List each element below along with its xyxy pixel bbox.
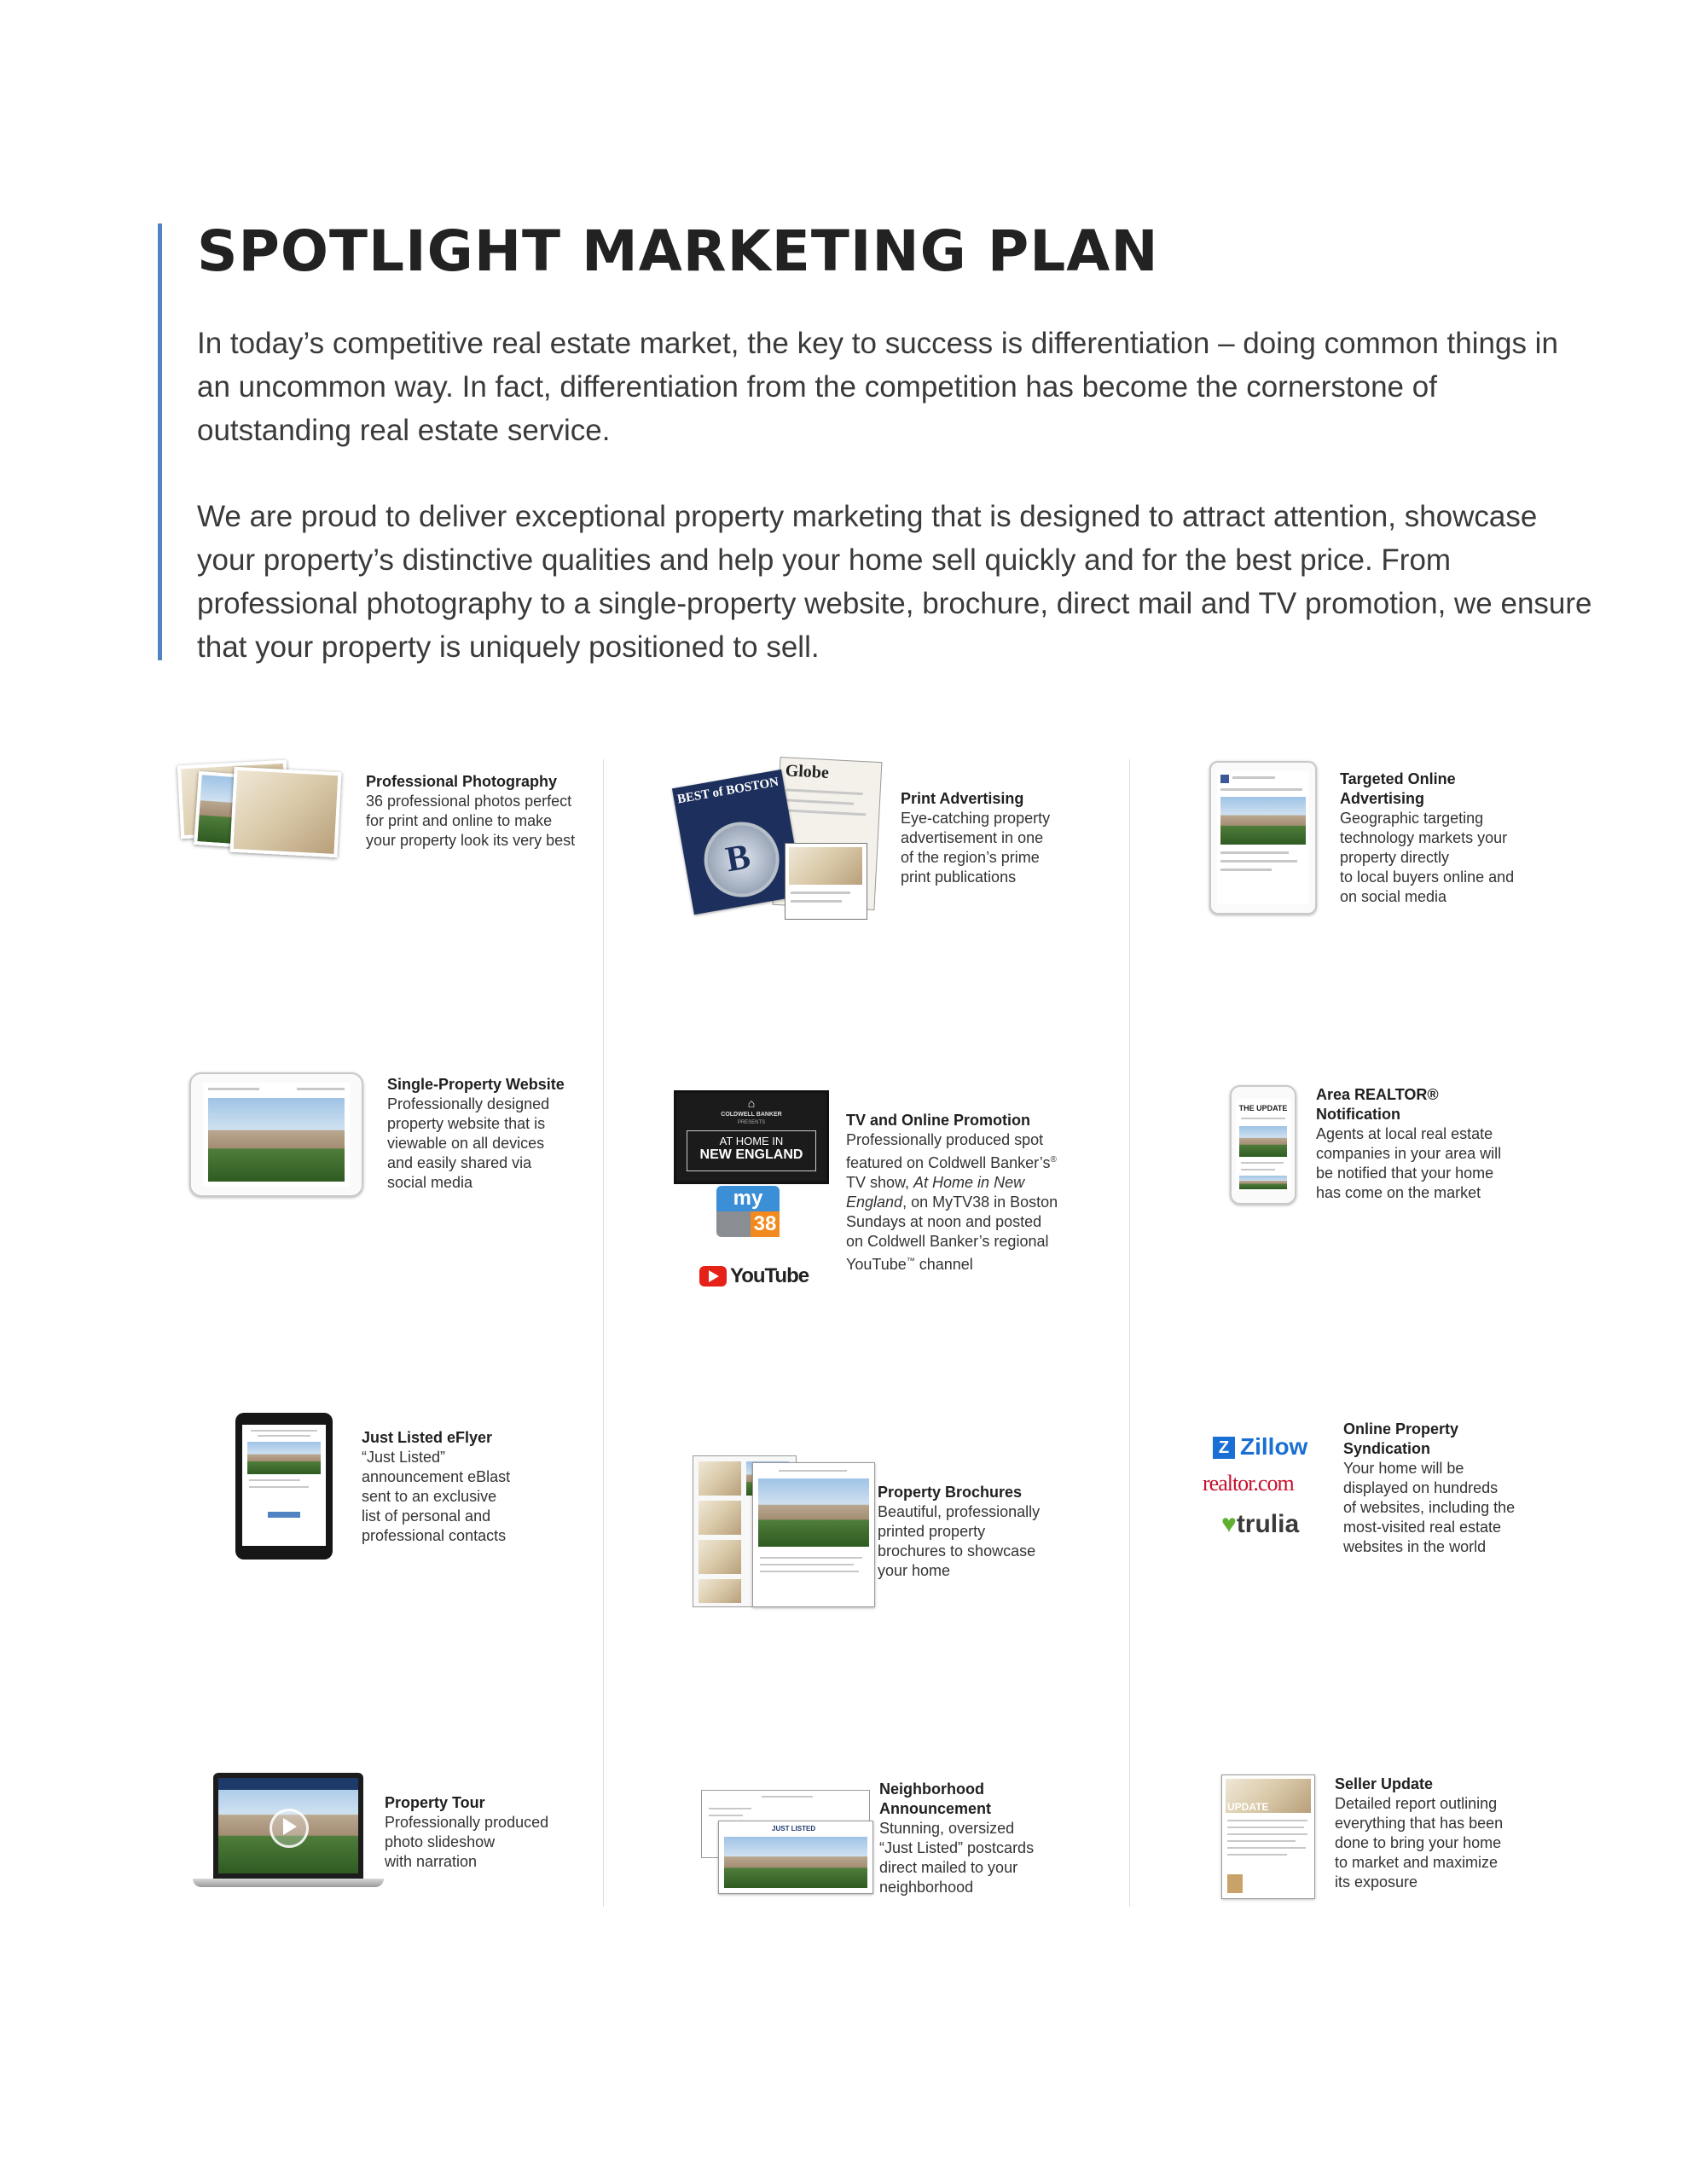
feature-title: Area REALTOR® Notification xyxy=(1316,1086,1439,1123)
tv-show-line2: NEW ENGLAND xyxy=(699,1147,803,1162)
feature-property-brochures xyxy=(878,1483,1082,1581)
update-label: THE UPDATE xyxy=(1238,1104,1288,1112)
feature-neighborhood-announcement xyxy=(879,1780,1084,1897)
magazines-icon: Globe BEST of BOSTON B xyxy=(682,758,878,921)
feature-title: Single-Property Website xyxy=(387,1076,565,1093)
postcards-icon xyxy=(701,1790,872,1894)
just-listed-label: JUST LISTED xyxy=(772,1825,816,1833)
feature-body: Stunning, oversized “Just Listed” postcards direct mailed to your neighborhood xyxy=(879,1820,1035,1896)
youtube-logo: YouTube xyxy=(699,1263,802,1290)
magazine-title: BEST of BOSTON xyxy=(675,775,780,807)
feature-body: 36 professional photos perfect for print and online to make your property look its very best xyxy=(366,793,576,849)
feature-body: Professionally designed property website that is viewable on all devices and easily shared via social media xyxy=(387,1095,550,1191)
feature-title: Property Brochures xyxy=(878,1484,1023,1501)
feature-title: Property Tour xyxy=(385,1794,485,1811)
brochure-icon xyxy=(693,1455,877,1607)
feature-body: Agents at local real estate companies in your area will be notified that your home has come on the market xyxy=(1316,1125,1502,1201)
feature-title: Seller Update xyxy=(1335,1775,1434,1792)
feature-title: Online Property Syndication xyxy=(1343,1420,1459,1457)
feature-title: TV and Online Promotion xyxy=(846,1112,1030,1129)
feature-body: Your home will be displayed on hundreds of websites, including the most-visited real estate websites in the world xyxy=(1343,1460,1516,1555)
trulia-logo: ♥trulia xyxy=(1221,1510,1300,1538)
tablet-website-icon xyxy=(189,1072,363,1197)
feature-body: Beautiful, professionally printed property brochures to showcase your home xyxy=(878,1503,1041,1579)
tv-brand-text: COLDWELL BANKER xyxy=(721,1112,782,1118)
tv-show-line1: AT HOME IN xyxy=(719,1135,784,1147)
syndication-logos-icon xyxy=(1203,1433,1325,1548)
feature-just-listed-eflyer xyxy=(362,1428,566,1546)
feature-professional-photography xyxy=(366,772,588,851)
feature-property-tour xyxy=(385,1793,589,1872)
tv-icon: ⌂ COLDWELL BANKER PRESENTS AT HOME IN NEW ENGLAND my 38 YouTube xyxy=(674,1090,832,1293)
feature-title: Just Listed eFlyer xyxy=(362,1429,493,1446)
feature-body: Detailed report outlining everything that has been done to bring your home to market and maximize its exposure xyxy=(1335,1795,1504,1891)
intro-paragraph-2: We are proud to deliver exceptional property marketing that is designed to attract attention, showcase your property’s distinctive qualities and help your home sell quickly and for the best price. From professional photography to a single-property website, brochure, direct mail and TV promotion, we ensure that your property is uniquely positioned to sell. xyxy=(197,500,1592,664)
zillow-logo: Z Zillow xyxy=(1213,1433,1324,1462)
column-divider xyxy=(1129,759,1130,1907)
report-icon xyxy=(1221,1774,1315,1899)
feature-body: Professionally produced photo slideshow with narration xyxy=(385,1814,549,1870)
feature-title: Print Advertising xyxy=(901,790,1024,807)
tablet-eflyer-icon xyxy=(235,1413,333,1560)
photo-stack-icon xyxy=(179,763,345,863)
seller-update-label: UPDATE xyxy=(1227,1801,1269,1813)
feature-body: Professionally produced spot featured on Coldwell Banker’s® TV show, At Home in New England, on MyTV38 in Boston Sundays at noon and posted on Coldwell Banker’s regional YouTube™ channel xyxy=(846,1131,1058,1273)
page-title: SPOTLIGHT MARKETING PLAN xyxy=(197,218,1159,284)
feature-body: Eye-catching property advertisement in one of the region’s prime print publications xyxy=(901,810,1051,886)
feature-online-property-syndication xyxy=(1343,1420,1548,1557)
feature-title: Professional Photography xyxy=(366,773,558,790)
realtor-logo: realtor.com xyxy=(1203,1471,1294,1496)
intro-paragraph-1: In today’s competitive real estate market, the key to success is differentiation – doing common things in an uncommon way. In fact, differentiation from the competition has become the cornerstone of outstanding real estate service. xyxy=(197,327,1558,447)
newspaper-masthead: Globe xyxy=(785,761,830,782)
feature-area-realtor-notification xyxy=(1316,1085,1521,1203)
mytv38-logo: my 38 xyxy=(716,1186,780,1239)
tablet-ad-icon xyxy=(1209,761,1317,915)
phone-update-icon xyxy=(1230,1085,1296,1205)
feature-body: “Just Listed” announcement eBlast sent to an exclusive list of personal and professional contacts xyxy=(362,1449,511,1544)
column-divider xyxy=(603,759,604,1907)
tv-presents-text: PRESENTS xyxy=(737,1120,766,1125)
laptop-tour-icon xyxy=(193,1773,384,1894)
feature-title: Neighborhood Announcement xyxy=(879,1780,992,1817)
feature-seller-update xyxy=(1335,1774,1539,1892)
feature-body: Geographic targeting technology markets your property directly to local buyers online and on social media xyxy=(1340,810,1515,905)
feature-print-advertising xyxy=(901,789,1105,887)
feature-single-property-website xyxy=(387,1075,592,1193)
feature-title: Targeted Online Advertising xyxy=(1340,770,1456,807)
feature-tv-online-promotion xyxy=(846,1111,1068,1275)
feature-targeted-online-advertising xyxy=(1340,770,1545,907)
